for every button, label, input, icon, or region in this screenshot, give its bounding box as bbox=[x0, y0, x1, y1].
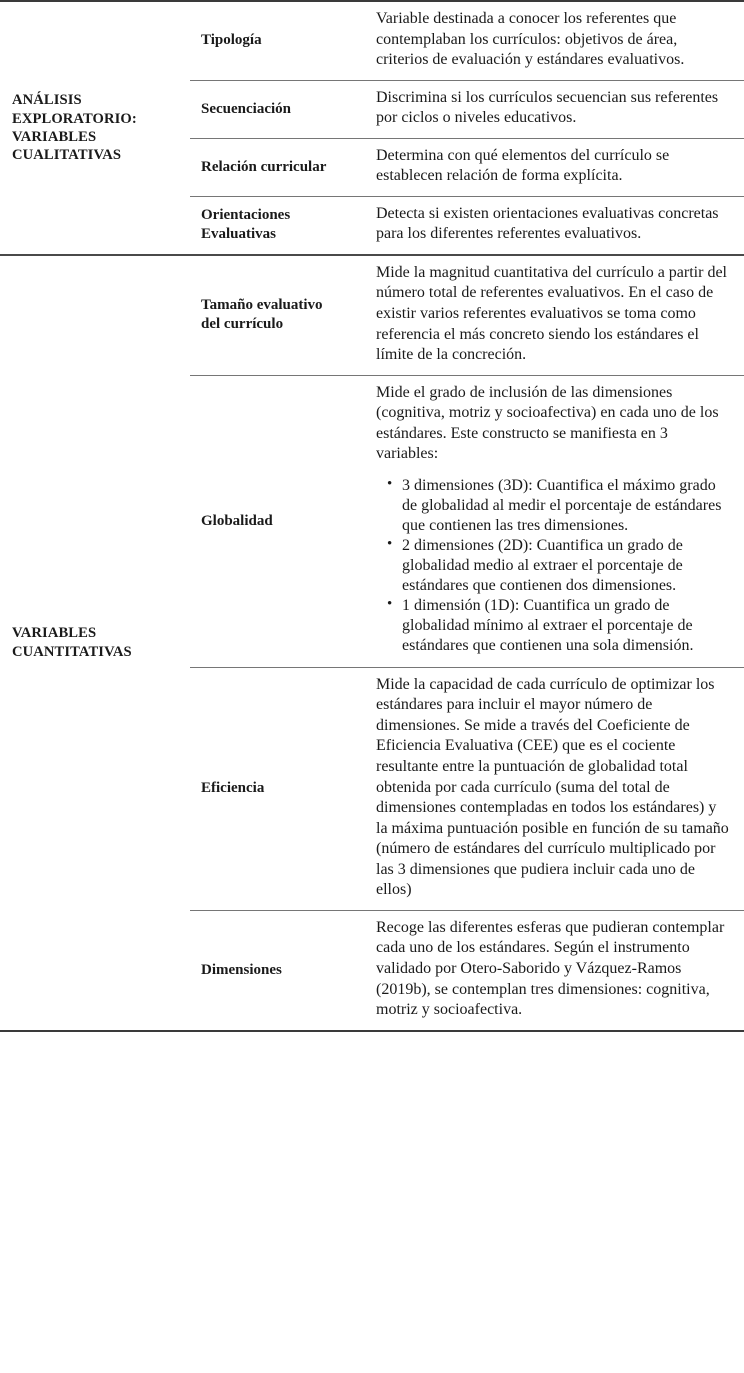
variable-name-tamano-evaluativo: Tamaño evaluativo del currículo bbox=[201, 297, 323, 333]
variable-name-tipologia: Tipología bbox=[201, 32, 262, 49]
variable-name-eficiencia: Eficiencia bbox=[190, 667, 352, 910]
variable-name-dimensiones: Dimensiones bbox=[190, 910, 352, 1030]
list-item: • 2 dimensiones (2D): Cuantifica un grado de globalidad medio al extraer el porcentaje de estándares que contienen dos dimensiones. bbox=[402, 536, 730, 596]
table-row bbox=[0, 1, 744, 80]
globalidad-dimension-list bbox=[376, 476, 730, 656]
globalidad-intro-paragraph: Mide el grado de inclusión de las dimensiones (cognitiva, motriz y socioafectiva) en cada uno de los estándares. Este constructo se manifiesta en 3 variables: bbox=[376, 383, 719, 463]
group-label-quantitative: VARIABLES CUANTITATIVAS bbox=[12, 625, 132, 660]
variable-description-relacion-curricular: Determina con qué elementos del currículo se establecen relación de forma explícita. bbox=[352, 138, 744, 196]
table-section-qualitative bbox=[0, 1, 744, 255]
list-item: • 3 dimensiones (3D): Cuantifica el máximo grado de globalidad al medir el porcentaje de estándares que contienen las tres dimensiones. bbox=[402, 476, 730, 536]
variable-name-relacion-curricular: Relación curricular bbox=[190, 138, 352, 196]
table-row bbox=[0, 255, 744, 375]
variable-description-dimensiones: Recoge las diferentes esferas que pudieran contemplar cada uno de los estándares. Según el instrumento validado por Otero-Saborido y Vázquez-Ramos (2019b), se contemplan tres dimensiones: cognitiva, motriz y socioafectiva. bbox=[352, 910, 744, 1030]
variable-name-orientaciones-evaluativas: Orientaciones Evaluativas bbox=[190, 196, 352, 255]
variable-name-globalidad: Globalidad bbox=[190, 375, 352, 667]
list-item: • 1 dimensión (1D): Cuantifica un grado de globalidad mínimo al extraer el porcentaje de estándares que contienen una sola dimensión. bbox=[402, 596, 730, 656]
variable-description-globalidad bbox=[352, 375, 744, 667]
variable-description-orientaciones-evaluativas: Detecta si existen orientaciones evaluativas concretas para los diferentes referentes evaluativos. bbox=[352, 196, 744, 255]
group-label-qualitative: ANÁLISIS EXPLORATORIO: VARIABLES CUALITATIVAS bbox=[12, 92, 137, 164]
table-section-quantitative bbox=[0, 255, 744, 1031]
variable-description-tipologia: Variable destinada a conocer los referentes que contemplaban los currículos: objetivos de área, criterios de evaluación y estándares evaluativos. bbox=[376, 10, 685, 69]
variable-description-tamano-evaluativo: Mide la magnitud cuantitativa del currículo a partir del número total de referentes evaluativos. En el caso de existir varios referentes evaluativos se toma como referencia el más concreto siendo los estándares el límite de la concreción. bbox=[376, 263, 727, 364]
variable-name-secuenciacion: Secuenciación bbox=[190, 80, 352, 138]
variable-description-eficiencia: Mide la capacidad de cada currículo de optimizar los estándares para incluir el mayor número de dimensiones. Se mide a través del Coeficiente de Eficiencia Evaluativa (CEE) que es el cociente resultante entre la puntuación de globalidad total obtenida por cada currículo (suma del total de dimensiones contempladas en todos los estándares) y la máxima puntuación posible en función de su tamaño (número de estándares del currículo multiplicado por las 3 dimensiones que pudiera incluir cada uno de ellos) bbox=[352, 667, 744, 910]
variable-description-secuenciacion: Discrimina si los currículos secuencian sus referentes por ciclos o niveles educativos. bbox=[352, 80, 744, 138]
